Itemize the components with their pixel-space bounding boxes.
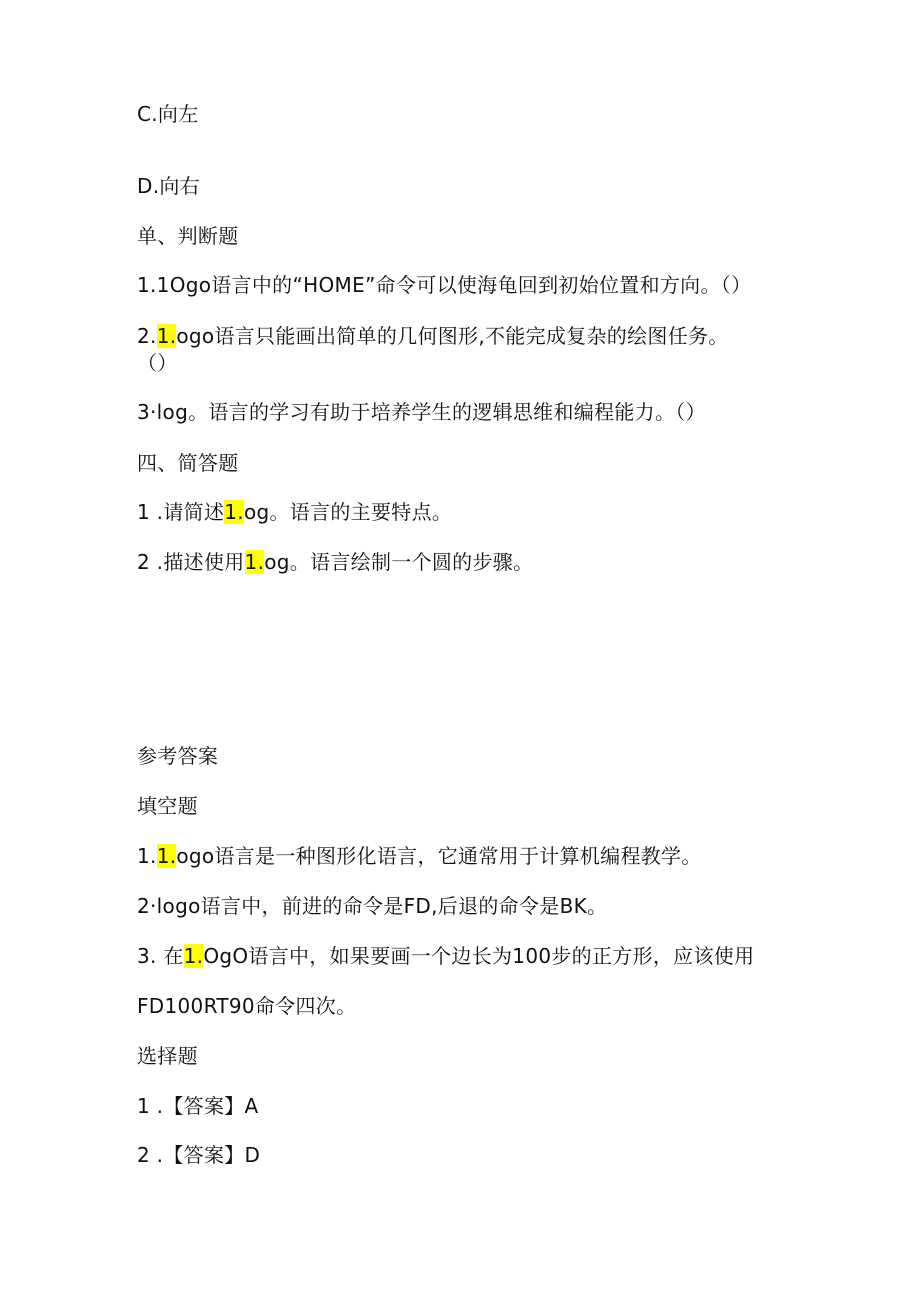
short-answer-question-1: [137, 498, 452, 526]
highlighted-text: 1.: [156, 324, 177, 348]
reference-answers-heading: 参考答案: [137, 744, 219, 768]
option-d: D.向右: [137, 174, 200, 198]
fill-answer-3: [137, 942, 754, 970]
question-text: og。语言绘制一个圆的步骤。: [264, 550, 534, 574]
question-prefix: 1 .请简述: [137, 500, 225, 524]
highlighted-text: 1.: [224, 500, 244, 524]
judgement-question-1: 1.1Ogo语言中的“HOME”命令可以使海龟回到初始位置和方向。（）: [137, 273, 752, 297]
fill-answer-2: 2·logo语言中，前进的命令是FD,后退的命令是BK。: [137, 894, 608, 918]
choice-answer-1: 1 .【答案】A: [137, 1094, 259, 1118]
choice-answer-2: 2 .【答案】D: [137, 1143, 261, 1167]
question-text: ogo语言只能画出简单的几何图形,不能完成复杂的绘图任务。: [176, 324, 729, 348]
fill-blank-heading: 填空题: [137, 794, 198, 818]
choice-heading: 选择题: [137, 1044, 198, 1068]
fill-answer-1: [137, 842, 702, 870]
highlighted-text: 1.: [156, 844, 177, 868]
answer-text: ogo语言是一种图形化语言，它通常用于计算机编程教学。: [176, 844, 702, 868]
fill-answer-3-continuation: FD100RT90命令四次。: [137, 994, 357, 1018]
judgement-question-2: [137, 322, 729, 350]
answer-number: 1.: [137, 844, 157, 868]
judgement-question-3: 3·log。语言的学习有助于培养学生的逻辑思维和编程能力。（）: [137, 400, 706, 424]
question-prefix: 2 .描述使用: [137, 550, 245, 574]
question-number: 2.: [137, 324, 157, 348]
highlighted-text: 1.: [244, 550, 265, 574]
judgement-question-2-continuation: （）: [137, 351, 178, 375]
short-answer-question-2: [137, 548, 533, 576]
highlighted-text: 1.: [183, 944, 204, 968]
answer-number: 3. 在: [137, 944, 184, 968]
section-heading-judgement: 单、判断题: [137, 224, 239, 248]
section-heading-short-answer: 四、简答题: [137, 451, 239, 475]
option-c: C.向左: [137, 102, 199, 126]
answer-text: OgO语言中，如果要画一个边长为100步的正方形，应该使用: [203, 944, 755, 968]
question-text: og。语言的主要特点。: [243, 500, 453, 524]
